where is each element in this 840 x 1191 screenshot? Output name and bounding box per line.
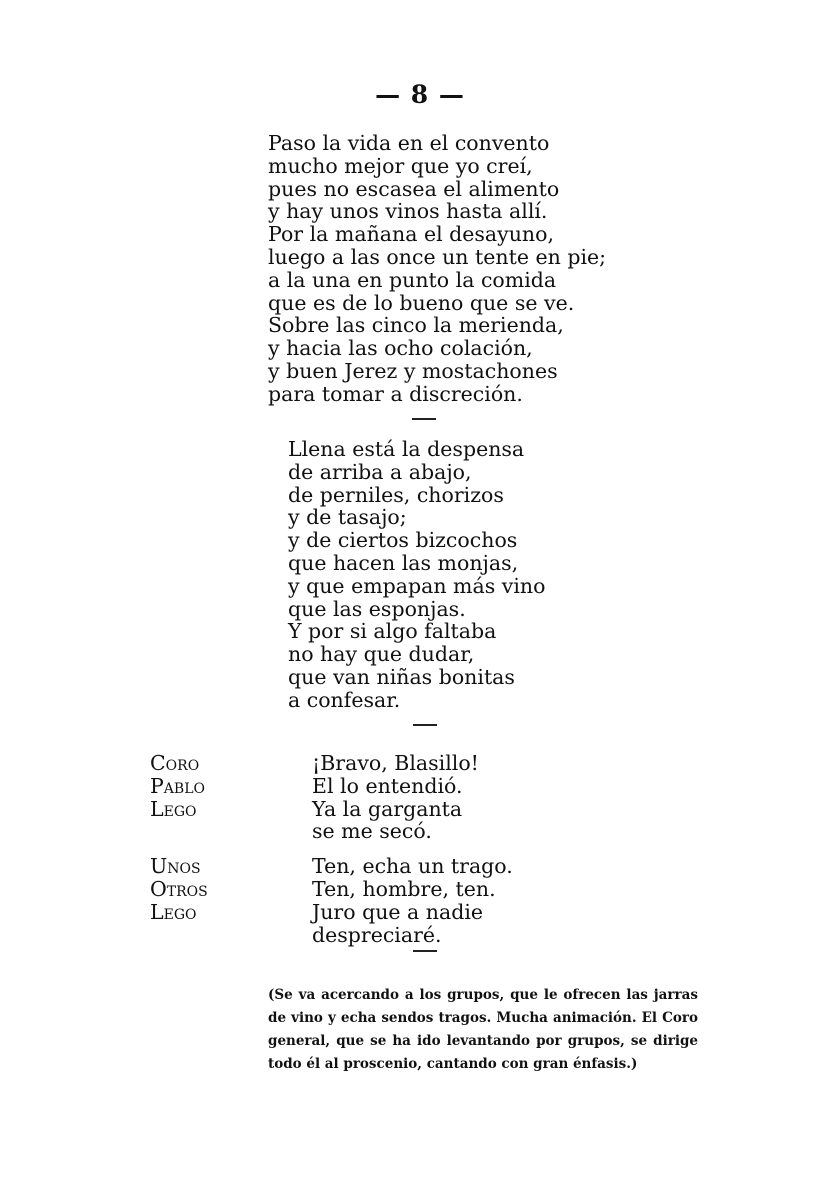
verse-line: y que empapan más vino bbox=[288, 573, 546, 598]
verse-line: Y por si algo faltaba bbox=[288, 619, 497, 644]
verse-line: que van niñas bonitas bbox=[288, 664, 515, 689]
verse-line: luego a las once un tente en pie; bbox=[268, 244, 607, 269]
section-divider bbox=[412, 418, 436, 420]
dialogue-line: ¡Bravo, Blasillo! bbox=[312, 751, 479, 775]
verse-line: de perniles, chorizos bbox=[288, 482, 504, 507]
dialogue-row bbox=[150, 924, 513, 947]
verse-stanza-1 bbox=[268, 132, 606, 406]
speaker-name: Otros bbox=[150, 876, 208, 901]
speaker-name: Unos bbox=[150, 854, 201, 879]
verse-line: mucho mejor que yo creí, bbox=[268, 153, 533, 178]
verse-line: Sobre las cinco la merienda, bbox=[268, 313, 564, 338]
section-divider bbox=[413, 950, 437, 952]
dialogue-line: El lo entendió. bbox=[312, 773, 463, 798]
verse-line: Llena está la despensa bbox=[288, 437, 525, 461]
dialogue-block bbox=[150, 752, 513, 946]
speaker-name: Pablo bbox=[150, 773, 205, 798]
speaker-name bbox=[150, 924, 312, 947]
dialogue-line: Ya la garganta bbox=[312, 796, 463, 821]
verse-line: y de tasajo; bbox=[288, 505, 407, 530]
speaker-name: Lego bbox=[150, 796, 197, 821]
speaker-name bbox=[150, 820, 312, 843]
dialogue-row bbox=[150, 820, 513, 843]
speaker-name: Coro bbox=[150, 751, 200, 775]
dialogue-row bbox=[150, 775, 513, 798]
dialogue-line: Ten, echa un trago. bbox=[312, 854, 513, 879]
verse-line: Paso la vida en el convento bbox=[268, 131, 550, 155]
verse-line: a confesar. bbox=[288, 687, 401, 712]
verse-line: que hacen las monjas, bbox=[288, 550, 519, 575]
dialogue-row bbox=[150, 798, 513, 821]
speaker-name: Lego bbox=[150, 899, 197, 924]
dialogue-row bbox=[150, 752, 513, 775]
verse-line: Por la mañana el desayuno, bbox=[268, 222, 554, 247]
dialogue-line: Juro que a nadie bbox=[312, 899, 484, 924]
verse-line: de arriba a abajo, bbox=[288, 459, 472, 484]
page-number: — 8 — bbox=[375, 80, 465, 109]
section-divider bbox=[413, 724, 437, 726]
verse-line: que es de lo bueno que se ve. bbox=[268, 290, 575, 315]
verse-line: y de ciertos bizcochos bbox=[288, 528, 518, 553]
dialogue-row bbox=[150, 855, 513, 878]
dialogue-line: despreciaré. bbox=[312, 922, 442, 947]
verse-line: no hay que dudar, bbox=[288, 642, 475, 667]
dialogue-row bbox=[150, 878, 513, 901]
verse-line: y hay unos vinos hasta allí. bbox=[268, 199, 548, 224]
dialogue-line: se me secó. bbox=[312, 819, 432, 844]
dialogue-row bbox=[150, 901, 513, 924]
verse-line: y hacia las ocho colación, bbox=[268, 336, 533, 361]
verse-line: que las esponjas. bbox=[288, 596, 466, 621]
verse-line: a la una en punto la comida bbox=[268, 267, 557, 292]
dialogue-line: Ten, hombre, ten. bbox=[312, 876, 496, 901]
verse-stanza-2 bbox=[288, 438, 545, 712]
verse-line: pues no escasea el alimento bbox=[268, 176, 560, 201]
verse-line: para tomar a discreción. bbox=[268, 381, 523, 406]
stage-direction: (Se va acercando a los grupos, que le ofrecen las jarras de vino y echa sendos tragos. Mucha animación. El Coro general, que se ha ido levantando por grupos, se dirige todo él al proscenio, cantando con gran énfasis.) bbox=[268, 987, 698, 1072]
verse-line: y buen Jerez y mostachones bbox=[268, 358, 558, 383]
